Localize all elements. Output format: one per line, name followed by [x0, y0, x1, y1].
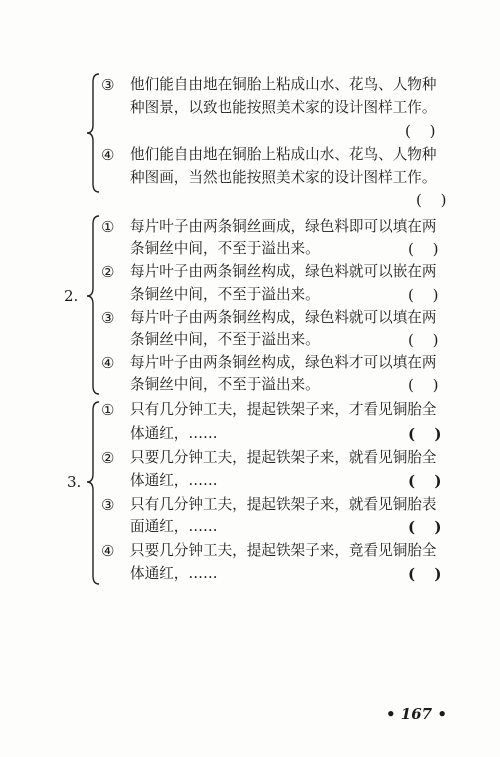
brace-question-3 — [87, 402, 99, 584]
option-text-line: 面通红，…… — [130, 518, 218, 535]
page-number: • 167 • — [386, 705, 447, 723]
option-text-line: 每片叶子由两条铜丝构成，绿色料就可以嵌在两 — [130, 263, 437, 280]
answer-blank: ( ) — [405, 122, 443, 140]
option-text-line: 他们能自由地在铜胎上粘成山水、花鸟、人物种 — [130, 146, 437, 163]
option-text-line: 他们能自由地在铜胎上粘成山水、花鸟、人物种 — [130, 76, 437, 93]
option-text-line: 体通红，…… — [130, 472, 218, 489]
option-marker: ① — [101, 218, 115, 236]
option-text-line: 只有几分钟工夫，提起铁架子来，就看见铜胎表 — [130, 496, 437, 513]
option-text-line: 只要几分钟工夫，提起铁架子来，就看见铜胎全 — [130, 449, 437, 466]
option-text-line: 条铜丝中间，不至于溢出来。 — [130, 376, 320, 393]
option-text-line: 种图画，当然也能按照美术家的设计图样工作。 — [130, 169, 437, 186]
question-number: 2. — [64, 287, 79, 305]
option-marker: ④ — [101, 354, 115, 372]
brace-question-2 — [87, 216, 99, 394]
option-text-line: 种图景，以致也能按照美术家的设计图样工作。 — [130, 99, 437, 116]
option-text-line: 每片叶子由两条铜丝构成，绿色料才可以填在两 — [130, 354, 437, 371]
answer-blank: ( ) — [408, 425, 449, 443]
option-text-line: 每片叶子由两条铜丝画成，绿色料即可以填在两 — [130, 218, 437, 235]
option-marker: ④ — [101, 146, 115, 164]
option-marker: ③ — [101, 496, 115, 514]
option-text-line: 体通红，…… — [130, 425, 218, 442]
option-text-line: 条铜丝中间，不至于溢出来。 — [130, 240, 320, 257]
answer-blank: ( ) — [408, 376, 446, 394]
option-text-line: 条铜丝中间，不至于溢出来。 — [130, 286, 320, 303]
option-text-line: 体通红，…… — [130, 565, 218, 582]
option-text-line: 只有几分钟工夫，提起铁架子来，才看见铜胎全 — [130, 401, 437, 418]
answer-blank: ( ) — [408, 565, 449, 583]
answer-blank: ( ) — [408, 518, 449, 536]
option-text-line: 条铜丝中间，不至于溢出来。 — [130, 331, 320, 348]
answer-blank: ( ) — [408, 240, 446, 258]
answer-blank: ( ) — [408, 472, 449, 490]
option-marker: ④ — [101, 542, 115, 560]
option-marker: ① — [101, 401, 115, 419]
answer-blank: ( ) — [416, 191, 454, 209]
question-number: 3. — [67, 473, 82, 491]
brace-block-1 — [87, 74, 99, 192]
option-marker: ③ — [101, 76, 115, 94]
option-text-line: 只要几分钟工夫，提起铁架子来，竟看见铜胎全 — [130, 542, 437, 559]
option-marker: ③ — [101, 309, 115, 327]
answer-blank: ( ) — [408, 286, 446, 304]
option-marker: ② — [101, 449, 115, 467]
option-marker: ② — [101, 263, 115, 281]
option-text-line: 每片叶子由两条铜丝构成，绿色料就可以填在两 — [130, 309, 437, 326]
answer-blank: ( ) — [408, 331, 446, 349]
